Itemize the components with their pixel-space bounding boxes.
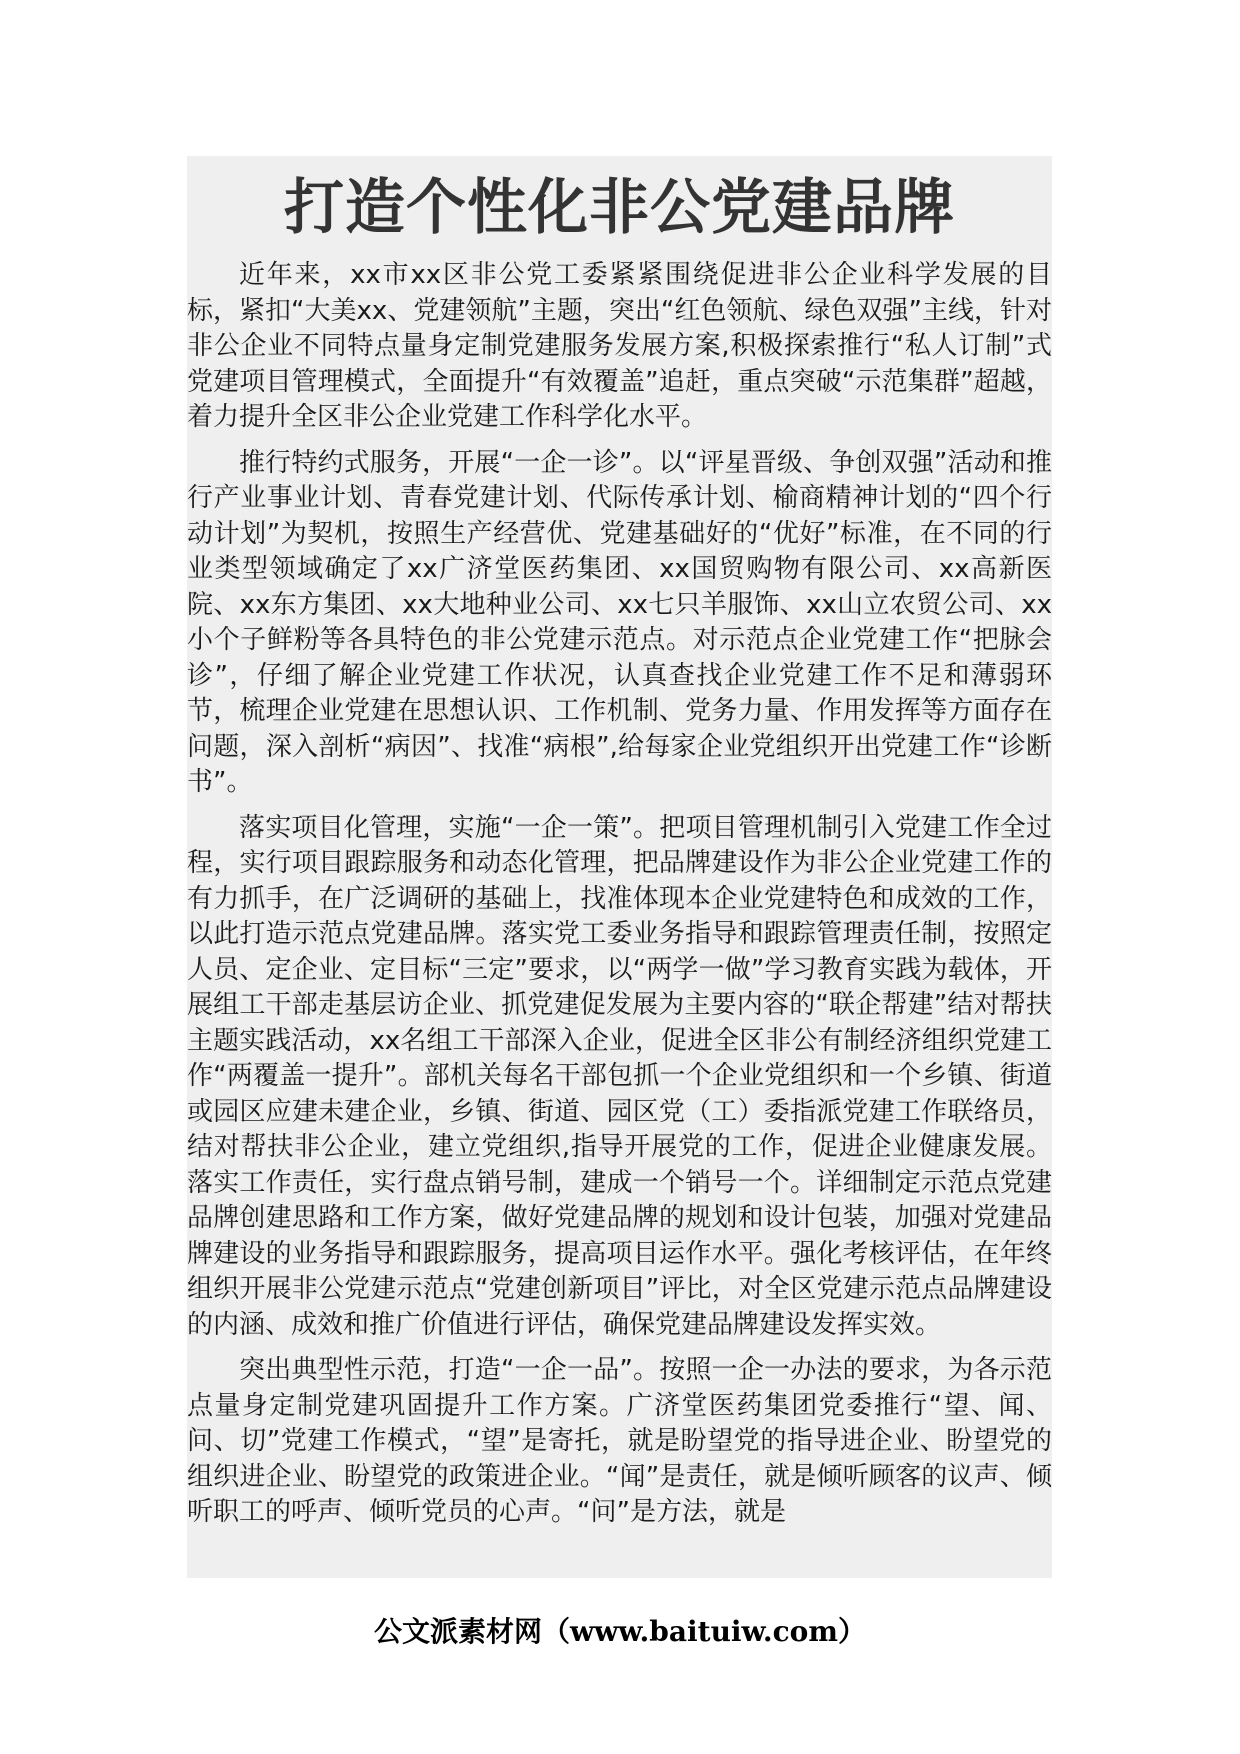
paragraph: 落实项目化管理，实施“一企一策”。把项目管理机制引入党建工作全过程，实行项目跟踪服务和动态化管理，把品牌建设作为非公企业党建工作的有力抓手，在广泛调研的基础上，找准体现本企业党建特色和成效的工作，以此打造示范点党建品牌。落实党工委业务指导和跟踪管理责任制，按照定人员、定企业、定目标“三定”要求，以“两学一做”学习教育实践为载体，开展组工干部走基层访企业、抓党建促发展为主要内容的“联企帮建”结对帮扶主题实践活动，xx名组工干部深入企业，促进全区非公有制经济组织党建工作“两覆盖一提升”。部机关每名干部包抓一个企业党组织和一个乡镇、街道或园区应建未建企业，乡镇、街道、园区党（工）委指派党建工作联络员，结对帮扶非公企业，建立党组织,指导开展党的工作，促进企业健康发展。落实工作责任，实行盘点销号制，建成一个销号一个。详细制定示范点党建品牌创建思路和工作方案，做好党建品牌的规划和设计包装，加强对党建品牌建设的业务指导和跟踪服务，提高项目运作水平。强化考核评估，在年终组织开展非公党建示范点“党建创新项目”评比，对全区党建示范点品牌建设的内涵、成效和推广价值进行评估，确保党建品牌建设发挥实效。 bbox=[187, 812, 1052, 1340]
document-body bbox=[187, 248, 1052, 1531]
paragraph: 近年来，xx市xx区非公党工委紧紧围绕促进非公企业科学发展的目标，紧扣“大美xx、党建领航”主题，突出“红色领航、绿色双强”主线，针对非公企业不同特点量身定制党建服务发展方案,积极探索推行“私人订制”式党建项目管理模式，全面提升“有效覆盖”追赶，重点突破“示范集群”超越，着力提升全区非公企业党建工作科学化水平。 bbox=[187, 260, 1052, 432]
paragraph: 突出典型性示范，打造“一企一品”。按照一企一办法的要求，为各示范点量身定制党建巩固提升工作方案。广济堂医药集团党委推行“望、闻、问、切”党建工作模式，“望”是寄托，就是盼望党的指导进企业、盼望党的组织进企业、盼望党的政策进企业。“闻”是责任，就是倾听顾客的议声、倾听职工的呼声、倾听党员的心声。“问”是方法，就是 bbox=[187, 1355, 1052, 1527]
document-panel bbox=[187, 156, 1052, 1578]
source-footer: 公文派素材网（www.baituiw.com） bbox=[374, 1615, 866, 1648]
paragraph: 推行特约式服务，开展“一企一诊”。以“评星晋级、争创双强”活动和推行产业事业计划、青春党建计划、代际传承计划、榆商精神计划的“四个行动计划”为契机，按照生产经营优、党建基础好的“优好”标准，在不同的行业类型领域确定了xx广济堂医药集团、xx国贸购物有限公司、xx高新医院、xx东方集团、xx大地种业公司、xx七只羊服饰、xx山立农贸公司、xx小个子鲜粉等各具特色的非公党建示范点。对示范点企业党建工作“把脉会诊”，仔细了解企业党建工作状况，认真查找企业党建工作不足和薄弱环节，梳理企业党建在思想认识、工作机制、党务力量、作用发挥等方面存在问题，深入剖析“病因”、找准“病根”,给每家企业党组织开出党建工作“诊断书”。 bbox=[187, 447, 1052, 797]
document-title: 打造个性化非公党建品牌 bbox=[284, 173, 955, 243]
